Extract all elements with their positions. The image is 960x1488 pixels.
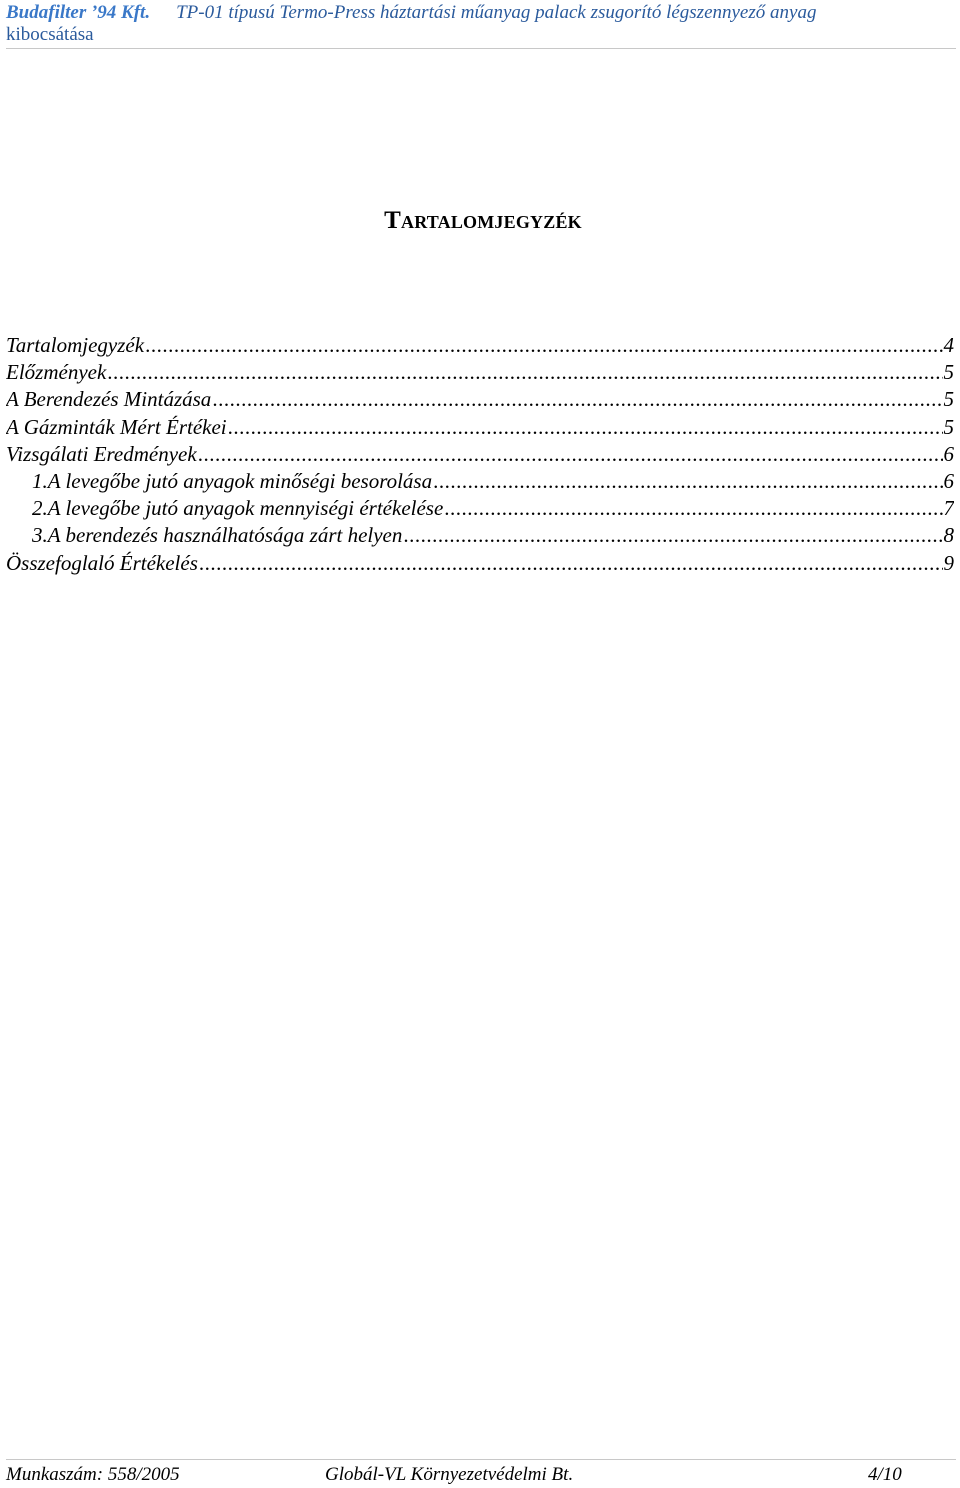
toc-page-number: 6 [943, 468, 954, 493]
toc-entry-text: A Gázminták Mért Értékei [6, 414, 227, 439]
toc-leader-dots [433, 468, 942, 495]
toc-entry-vizsgalati-eredmenyek[interactable] [6, 441, 954, 468]
toc-page-number: 8 [943, 523, 954, 548]
toc-entry-text: Tartalomjegyzék [6, 333, 145, 357]
toc-entry-berendezes-mintazasa[interactable] [6, 386, 954, 413]
toc-entry-osszefoglalo-ertekeles[interactable] [6, 550, 954, 577]
toc-entry-text: Vizsgálati Eredmények [6, 441, 197, 466]
footer-page-number: 4/10 [868, 1464, 902, 1485]
toc-page-number: 5 [943, 414, 954, 439]
toc-entry-hasznalhatosag-zart-helyen[interactable] [6, 522, 954, 549]
toc-entry-text: A Berendezés Mintázása [6, 387, 212, 412]
footer-company: Globál-VL Környezetvédelmi Bt. [325, 1464, 574, 1485]
toc-leader-dots [212, 386, 942, 413]
toc-entry-elozmenyek[interactable] [6, 359, 954, 386]
toc-page-number: 4 [943, 333, 954, 357]
toc-leader-dots [228, 414, 943, 441]
toc-leader-dots [444, 495, 942, 522]
toc-leader-dots [198, 441, 943, 468]
toc-entry-minosegi-besorolas[interactable] [6, 468, 954, 495]
toc-entry-text: Előzmények [6, 360, 107, 385]
toc-entry-tartalomjegyzek[interactable] [6, 332, 954, 359]
document-title-continued: kibocsátása [6, 24, 94, 45]
toc-page-number: 6 [943, 441, 954, 466]
toc-leader-dots [403, 522, 942, 549]
toc-page-number: 7 [943, 496, 954, 521]
toc-page-number: 9 [943, 550, 954, 575]
page-footer [6, 1459, 956, 1486]
toc-leader-dots [145, 332, 942, 359]
toc-entry-text: 1.A levegőbe jutó anyagok minőségi besorolása [32, 468, 433, 493]
toc-entry-mennyisegi-ertekeles[interactable] [6, 495, 954, 522]
header-line [6, 2, 956, 24]
toc-leader-dots [107, 359, 942, 386]
document-title: TP-01 típusú Termo-Press háztartási műanyag palack zsugorító légszennyező anyag [176, 2, 817, 23]
toc-entry-gazmintak-mert-ertekei[interactable] [6, 414, 954, 441]
toc-page-number: 5 [943, 387, 954, 412]
toc-heading: Tartalomjegyzék [384, 207, 582, 234]
footer-work-number: Munkaszám: 558/2005 [6, 1464, 180, 1485]
toc-entry-text: 2.A levegőbe jutó anyagok mennyiségi értékelése [32, 496, 444, 521]
toc-entry-text: 3.A berendezés használhatósága zárt helyen [32, 523, 403, 548]
company-brand: Budafilter ’94 Kft. [6, 2, 151, 23]
page-header [6, 2, 956, 49]
table-of-contents [6, 332, 954, 577]
toc-leader-dots [199, 550, 943, 577]
toc-page-number: 5 [943, 360, 954, 385]
toc-entry-text: Összefoglaló Értékelés [6, 550, 198, 575]
